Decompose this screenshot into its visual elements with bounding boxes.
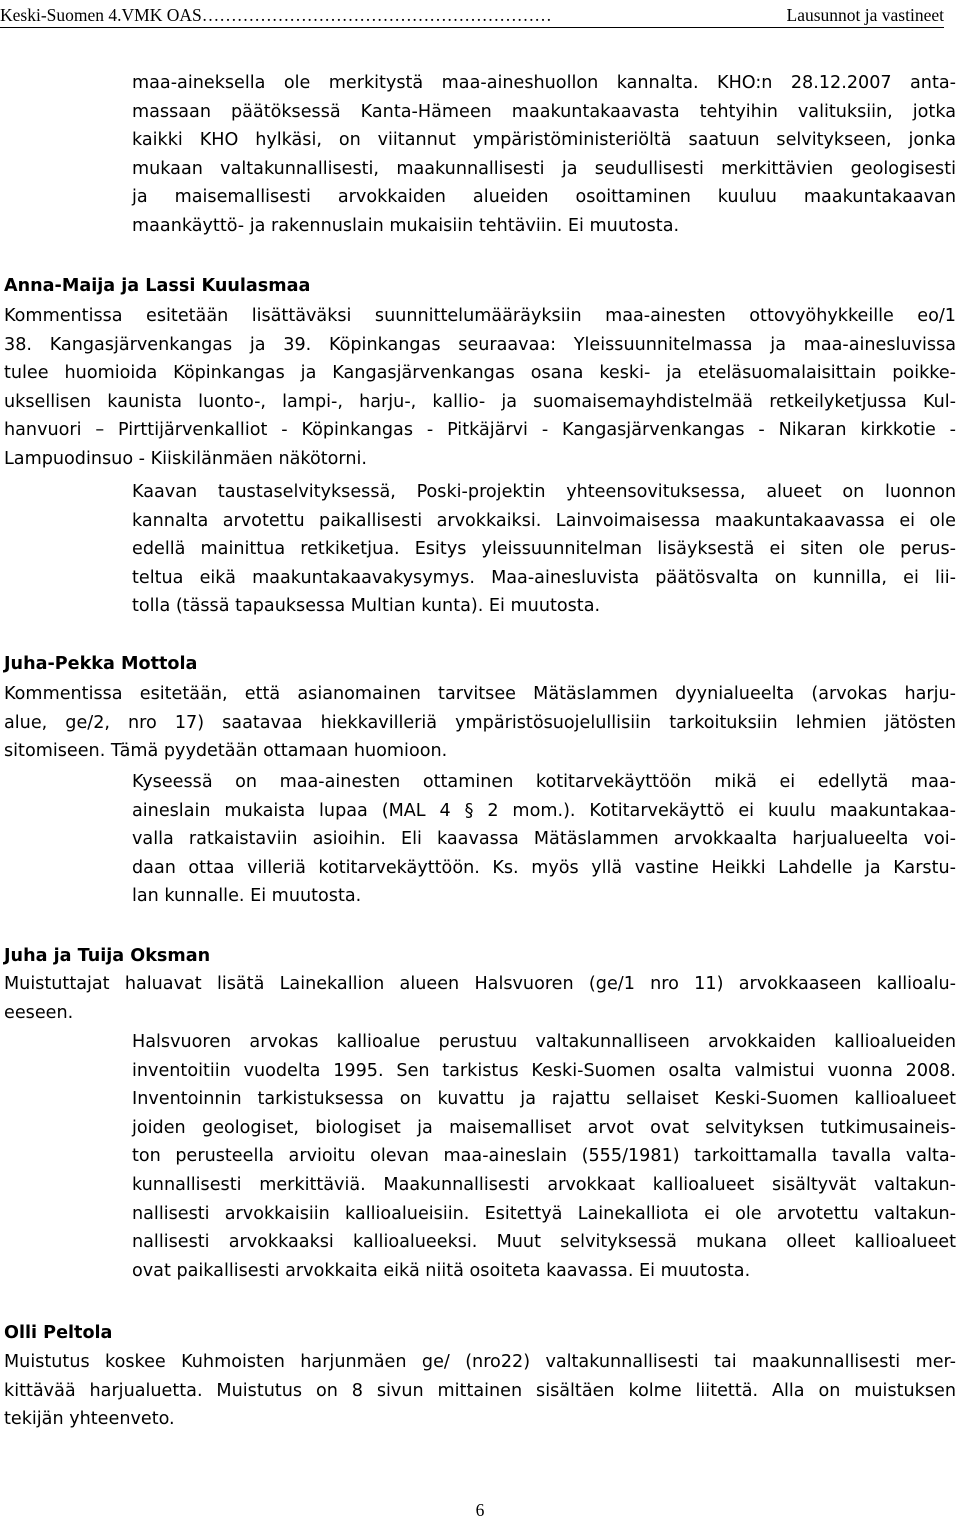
text-line: sitomiseen. Tämä pyydetään ottamaan huomioon. (4, 741, 448, 762)
text-line: aineslain mukaista lupaa (MAL 4 § 2 mom.). Kotitarvekäyttö ei kuulu maakuntakaa- (132, 800, 956, 821)
text-line: lan kunnalle. Ei muutosta. (132, 886, 362, 907)
text-line: teltua eikä maakuntakaavakysymys. Maa-ainesluvista päätösvalta on kunnilla, ei lii- (132, 567, 956, 588)
text-line: Kommentissa esitetään, että asianomainen tarvitsee Mätäslammen dyynialueelta (arvokas harju- (4, 684, 956, 704)
commenter-name: Juha ja Tuija Oksman (4, 946, 211, 966)
page-number: 6 (475, 1500, 485, 1520)
text-line: maankäyttö- ja rakennuslain mukaisiin tehtäviin. Ei muutosta. (132, 215, 680, 236)
commenter-name: Juha-Pekka Mottola (4, 654, 198, 674)
text-line: kannalta arvotettu paikallisesti arvokkaiksi. Lainvoimaisessa maakuntakaavassa ei ole (132, 510, 956, 531)
text-line: joiden geologiset, biologiset ja maisemalliset arvot ovat selvityksen tutkimusaineis- (132, 1117, 956, 1138)
text-line: tulee huomioida Köpinkangas ja Kangasjärvenkangas osana keski- ja eteläsuomalaisittain poikke- (4, 363, 956, 384)
text-line: alue, ge/2, nro 17) saatavaa hiekkavilleriä ympäristösuojelullisiin tarkoituksiin lehmien jätösten (4, 712, 956, 733)
text-line: edellä mainittua retkiketjua. Esitys yleissuunnitelman lisäyksestä ei siten ole perus- (132, 539, 956, 560)
response-text (132, 478, 956, 621)
commenter-name: Olli Peltola (4, 1323, 113, 1343)
header-rule (0, 27, 944, 28)
text-line: nallisesti arvokkaaksi kallioalueeksi. Muut selvityksessä mukana olleet kallioalueet (132, 1232, 956, 1253)
text-line: kaikki KHO hylkäsi, on viitannut ympäristöministeriöltä saatuun selvitykseen, jonka (132, 130, 956, 151)
commenter-name: Anna-Maija ja Lassi Kuulasmaa (4, 276, 311, 296)
comment-text (4, 680, 956, 766)
text-line: maa-aineksella ole merkitystä maa-aineshuollon kannalta. KHO:n 28.12.2007 anta- (132, 73, 956, 93)
text-line: massaan päätöksessä Kanta-Hämeen maakuntakaavasta tehtyihin valituksiin, jotka (132, 101, 956, 122)
text-line: ton perusteella arvioitu olevan maa-aineslain (555/1981) tarkoittamalla tavalla valta- (132, 1146, 956, 1167)
text-line: nallisesti arvokkaisiin kallioalueisiin. Esitettyä Lainekalliota ei ole arvotettu valtakun- (132, 1203, 956, 1224)
page-header (0, 0, 944, 26)
response-text (132, 768, 956, 911)
text-line: Muistuttajat haluavat lisätä Lainekallion alueen Halsvuoren (ge/1 nro 11) arvokkaaseen kallioalu- (4, 974, 956, 994)
header-document-title: Keski-Suomen 4.VMK OAS (0, 5, 202, 25)
response-text (132, 1028, 956, 1285)
text-line: eeseen. (4, 1002, 74, 1023)
text-line: Inventoinnin tarkistuksessa on kuvattu ja rajattu sellaiset Keski-Suomen kallioalueet (132, 1089, 956, 1110)
text-line: valla ratkaistaviin asioihin. Eli kaavassa Mätäslammen arvokkaalta harjualueelta voi- (132, 829, 956, 850)
text-line: Muistutus koskee Kuhmoisten harjunmäen ge/ (nro22) valtakunnallisesti tai maakunnallisesti mer- (4, 1352, 956, 1372)
text-line: 38. Kangasjärvenkangas ja 39. Köpinkangas seuraavaa: Yleissuunnitelmassa ja maa-ainesluvissa (4, 334, 956, 355)
text-line: tolla (tässä tapauksessa Multian kunta). Ei muutosta. (132, 596, 601, 617)
comment-text (4, 970, 956, 1027)
response-continued (132, 69, 956, 241)
text-line: kittävää harjualuetta. Muistutus on 8 sivun mittainen sisältäen kolme liitettä. Alla on muistuksen (4, 1380, 956, 1401)
text-line: inventoitiin vuodelta 1995. Sen tarkistus Keski-Suomen osalta valmistui vuonna 2008. (132, 1060, 956, 1081)
text-line: tekijän yhteenveto. (4, 1409, 175, 1430)
comment-text (4, 302, 956, 474)
text-line: ovat paikallisesti arvokkaita eikä niitä osoiteta kaavassa. Ei muutosta. (132, 1260, 751, 1281)
text-line: Kaavan taustaselvityksessä, Poski-projektin yhteensovituksessa, alueet on luonnon (132, 482, 956, 502)
text-line: mukaan valtakunnallisesti, maakunnallisesti ja seudullisesti merkittävien geologisesti (132, 158, 956, 179)
header-section-title: Lausunnot ja vastineet (786, 5, 944, 25)
comment-text (4, 1348, 956, 1434)
text-line: uksellisen kaunista luonto-, lampi-, harju-, kallio- ja suomaisemayhdistelmää retkeilyketjussa Kul- (4, 391, 956, 412)
text-line: Lampuodinsuo - Kiiskilänmäen näkötorni. (4, 448, 367, 469)
text-line: Kommentissa esitetään lisättäväksi suunnittelumääräyksiin maa-ainesten ottovyöhykkeille eo/1 (4, 306, 956, 326)
text-line: Kyseessä on maa-ainesten ottaminen kotitarvekäyttöön mikä ei edellytä maa- (132, 772, 956, 792)
text-line: ja maisemallisesti arvokkaiden alueiden osoittaminen kuuluu maakuntakaavan (132, 187, 956, 208)
text-line: kunnallisesti merkittäviä. Maakunnallisesti arvokkaat kallioalueet sisältyvät valtakun- (132, 1174, 956, 1195)
text-line: daan ottaa villeriä kotitarvekäyttöön. Ks. myös yllä vastine Heikki Lahdelle ja Karstu- (132, 857, 956, 878)
header-leader-dots: …………………………………………………… (201, 5, 552, 25)
text-line: hanvuori – Pirttijärvenkalliot - Köpinkangas - Pitkäjärvi - Kangasjärvenkangas - Nikaran kirkkotie - (4, 420, 956, 441)
text-line: Halsvuoren arvokas kallioalue perustuu valtakunnalliseen arvokkaiden kallioalueiden (132, 1032, 956, 1052)
